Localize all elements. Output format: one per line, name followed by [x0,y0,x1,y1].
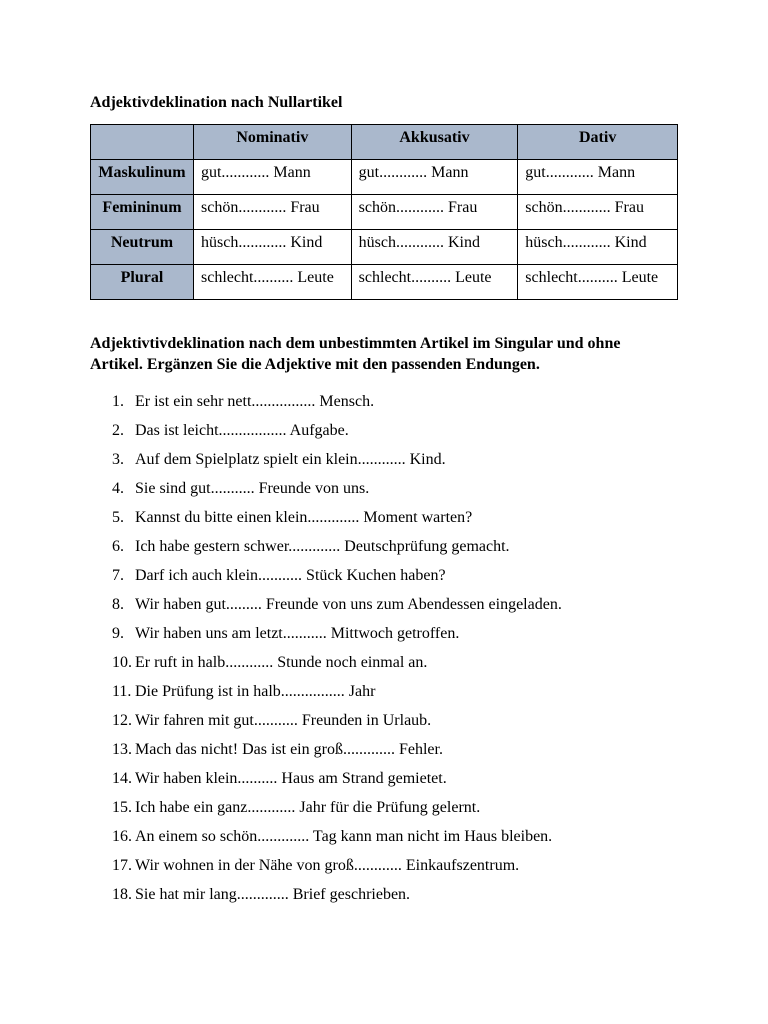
item-text: Die Prüfung ist in halb................ Jahr [135,683,376,700]
column-header-dativ: Dativ [518,125,678,160]
list-item [90,826,690,855]
item-text: Wir fahren mit gut........... Freunden in Urlaub. [135,712,432,729]
item-text: Das ist leicht................. Aufgabe. [135,422,349,439]
item-number: 6. [112,538,124,555]
list-item [90,710,690,739]
item-text: Ich habe gestern schwer............. Deutschprüfung gemacht. [135,538,510,555]
list-item [90,507,690,536]
row-header-neutrum: Neutrum [91,230,194,265]
item-text: Er ist ein sehr nett................ Mensch. [135,393,375,410]
table-row [91,195,678,230]
exercise-instructions: Adjektivtivdeklination nach dem unbestimmten Artikel im Singular und ohne Artikel. Ergänzen Sie die Adjektive mit den passenden Endungen. [90,335,621,373]
item-text: Darf ich auch klein........... Stück Kuchen haben? [135,567,446,584]
item-number: 13. [112,741,132,758]
item-number: 5. [112,509,124,526]
list-item [90,536,690,565]
item-text: Wir haben klein.......... Haus am Strand gemietet. [135,770,447,787]
table-row [91,265,678,300]
list-item [90,623,690,652]
item-number: 17. [112,857,132,874]
item-text: An einem so schön............. Tag kann man nicht im Haus bleiben. [135,828,553,845]
table-cell: schlecht.......... Leute [351,265,518,300]
list-item [90,420,690,449]
list-item [90,797,690,826]
list-item [90,391,690,420]
list-item [90,739,690,768]
item-number: 3. [112,451,124,468]
item-number: 9. [112,625,124,642]
item-text: Ich habe ein ganz............ Jahr für die Prüfung gelernt. [135,799,481,816]
item-number: 4. [112,480,124,497]
list-item [90,565,690,594]
item-text: Wir wohnen in der Nähe von groß............ Einkaufszentrum. [135,857,520,874]
table-cell: schlecht.......... Leute [518,265,678,300]
table-cell: gut............ Mann [518,160,678,195]
declension-table [90,124,678,300]
item-number: 11. [112,683,132,700]
item-text: Wir haben uns am letzt........... Mittwoch getroffen. [135,625,460,642]
item-number: 8. [112,596,124,613]
list-item [90,652,690,681]
item-text: Kannst du bitte einen klein............. Moment warten? [135,509,473,526]
column-header-nominativ: Nominativ [193,125,351,160]
item-number: 18. [112,886,132,903]
item-text: Sie sind gut........... Freunde von uns. [135,480,370,497]
table-cell: hüsch............ Kind [518,230,678,265]
item-number: 7. [112,567,124,584]
table-cell: schlecht.......... Leute [193,265,351,300]
item-number: 10. [112,654,132,671]
row-header-maskulinum: Maskulinum [91,160,194,195]
table-cell: schön............ Frau [351,195,518,230]
item-number: 14. [112,770,132,787]
column-header-akkusativ: Akkusativ [351,125,518,160]
item-text: Mach das nicht! Das ist ein groß............. Fehler. [135,741,443,758]
list-item [90,855,690,884]
item-text: Auf dem Spielplatz spielt ein klein............ Kind. [135,451,446,468]
document-page [90,93,690,913]
list-item [90,478,690,507]
item-text: Wir haben gut......... Freunde von uns zum Abendessen eingeladen. [135,596,562,613]
item-number: 15. [112,799,132,816]
list-item [90,768,690,797]
item-text: Er ruft in halb............ Stunde noch einmal an. [135,654,428,671]
item-number: 12. [112,712,132,729]
table-cell: hüsch............ Kind [193,230,351,265]
table-row [91,160,678,195]
item-number: 16. [112,828,132,845]
row-header-plural: Plural [91,265,194,300]
list-item [90,884,690,913]
list-item [90,449,690,478]
row-header-femininum: Femininum [91,195,194,230]
table-cell: gut............ Mann [193,160,351,195]
list-item [90,594,690,623]
item-text: Sie hat mir lang............. Brief geschrieben. [135,886,411,903]
table-cell: schön............ Frau [518,195,678,230]
table-cell: schön............ Frau [193,195,351,230]
table-row [91,230,678,265]
table-corner-cell [91,125,194,160]
table-cell: gut............ Mann [351,160,518,195]
item-number: 2. [112,422,124,439]
item-number: 1. [112,393,124,410]
exercise-list [90,391,690,913]
document-title: Adjektivdeklination nach Nullartikel [90,94,343,111]
table-header-row [91,125,678,160]
table-cell: hüsch............ Kind [351,230,518,265]
list-item [90,681,690,710]
